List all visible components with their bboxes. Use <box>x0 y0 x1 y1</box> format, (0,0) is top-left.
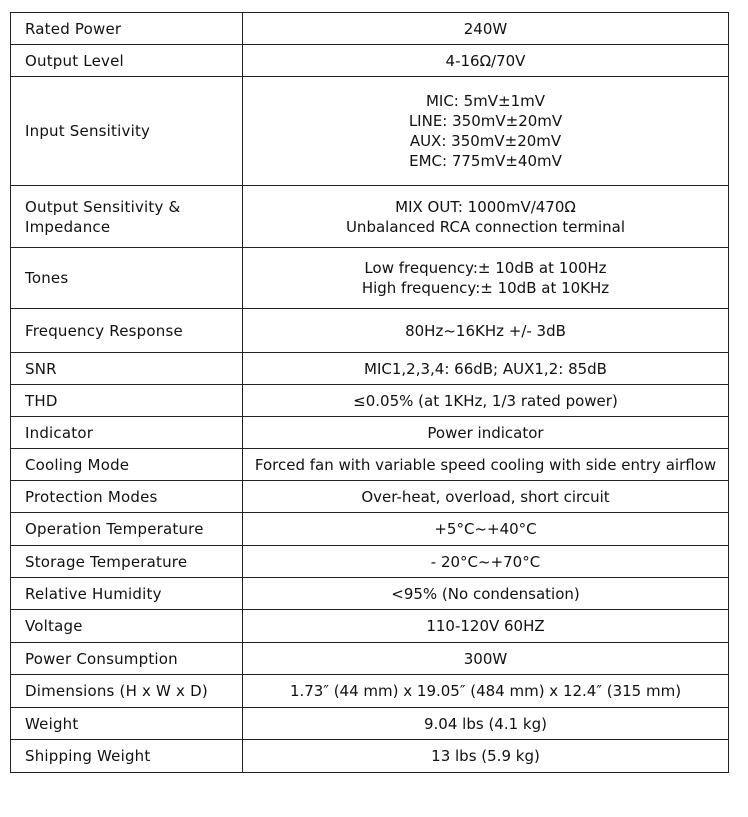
spec-row <box>11 449 729 481</box>
spec-value: Over-heat, overload, short circuit <box>361 487 610 506</box>
spec-row <box>11 546 729 578</box>
spec-label-cell <box>11 309 243 353</box>
spec-value-cell <box>243 77 729 186</box>
spec-table-body <box>11 13 729 773</box>
spec-value: MIC: 5mV±1mV <box>425 92 546 110</box>
spec-value: Low frequency:± 10dB at 100Hz <box>364 259 607 277</box>
spec-value-cell <box>243 513 729 546</box>
spec-row <box>11 513 729 546</box>
spec-label-cell <box>11 13 243 45</box>
spec-row <box>11 578 729 610</box>
spec-value-cell <box>243 675 729 708</box>
spec-label: Tones <box>25 269 69 287</box>
spec-value-cell <box>243 385 729 417</box>
spec-label-cell <box>11 578 243 610</box>
spec-row <box>11 309 729 353</box>
spec-row <box>11 248 729 309</box>
spec-label: Output Sensitivity & <box>25 197 181 216</box>
spec-value-cell <box>243 740 729 773</box>
spec-value-cell <box>243 248 729 309</box>
spec-label-cell <box>11 546 243 578</box>
spec-label-cell <box>11 481 243 513</box>
spec-value-cell <box>243 481 729 513</box>
spec-label: SNR <box>25 359 57 378</box>
spec-value: 300W <box>463 649 508 668</box>
spec-value-cell <box>243 578 729 610</box>
spec-value: 110-120V 60HZ <box>426 617 545 635</box>
spec-row <box>11 45 729 77</box>
spec-row <box>11 675 729 708</box>
spec-label-cell <box>11 675 243 708</box>
spec-value: Forced fan with variable speed cooling with side entry airflow <box>254 455 717 474</box>
spec-label: Storage Temperature <box>25 552 188 571</box>
spec-label: Cooling Mode <box>25 455 130 474</box>
spec-row <box>11 417 729 449</box>
spec-value: 4-16Ω/70V <box>445 51 526 70</box>
spec-value: 240W <box>463 19 508 38</box>
spec-label-cell <box>11 77 243 186</box>
spec-value-cell <box>243 45 729 77</box>
spec-value: - 20°C~+70°C <box>430 552 541 571</box>
spec-label-cell <box>11 248 243 309</box>
spec-value: +5°C~+40°C <box>434 520 537 538</box>
spec-row <box>11 13 729 45</box>
spec-label: Input Sensitivity <box>25 122 151 140</box>
spec-label: Impedance <box>25 217 111 236</box>
spec-label: Dimensions (H x W x D) <box>25 682 208 700</box>
spec-row <box>11 385 729 417</box>
spec-value: High frequency:± 10dB at 10KHz <box>361 279 610 297</box>
spec-label: THD <box>25 391 58 410</box>
spec-label-cell <box>11 513 243 546</box>
spec-row <box>11 740 729 773</box>
spec-label-cell <box>11 740 243 773</box>
spec-label-cell <box>11 353 243 385</box>
spec-label-cell <box>11 186 243 248</box>
spec-value-cell <box>243 353 729 385</box>
spec-value: MIC1,2,3,4: 66dB; AUX1,2: 85dB <box>364 359 607 378</box>
spec-row <box>11 186 729 248</box>
spec-label: Output Level <box>25 51 124 70</box>
spec-value: ≤0.05% (at 1KHz, 1/3 rated power) <box>353 391 618 410</box>
spec-table <box>10 12 729 773</box>
spec-value: <95% (No condensation) <box>391 584 580 603</box>
spec-row <box>11 481 729 513</box>
spec-label-cell <box>11 449 243 481</box>
spec-row <box>11 708 729 740</box>
spec-label: Power Consumption <box>25 649 178 668</box>
spec-label: Indicator <box>25 423 94 442</box>
spec-value-cell <box>243 449 729 481</box>
spec-value: 13 lbs (5.9 kg) <box>431 747 540 765</box>
spec-value-cell <box>243 643 729 675</box>
spec-label: Weight <box>25 714 79 733</box>
spec-value-cell <box>243 708 729 740</box>
spec-value: AUX: 350mV±20mV <box>409 132 562 150</box>
spec-label: Rated Power <box>25 19 122 38</box>
spec-label-cell <box>11 708 243 740</box>
spec-value-cell <box>243 417 729 449</box>
spec-label: Voltage <box>25 617 83 635</box>
spec-label: Frequency Response <box>25 321 183 340</box>
spec-label: Relative Humidity <box>25 584 162 603</box>
spec-label-cell <box>11 385 243 417</box>
spec-value: LINE: 350mV±20mV <box>408 112 563 130</box>
spec-value-cell <box>243 610 729 643</box>
spec-label: Shipping Weight <box>25 747 151 765</box>
spec-value: MIX OUT: 1000mV/470Ω <box>395 197 576 216</box>
spec-value-cell <box>243 13 729 45</box>
spec-value-cell <box>243 186 729 248</box>
spec-value-cell <box>243 309 729 353</box>
spec-value: 9.04 lbs (4.1 kg) <box>424 714 547 733</box>
spec-value: 1.73″ (44 mm) x 19.05″ (484 mm) x 12.4″ (315 mm) <box>289 682 682 700</box>
spec-label-cell <box>11 45 243 77</box>
spec-label-cell <box>11 643 243 675</box>
spec-value: Power indicator <box>427 423 544 442</box>
spec-label: Operation Temperature <box>25 520 204 538</box>
spec-row <box>11 643 729 675</box>
spec-label-cell <box>11 610 243 643</box>
spec-label-cell <box>11 417 243 449</box>
spec-label: Protection Modes <box>25 487 158 506</box>
spec-value: 80Hz~16KHz +/- 3dB <box>405 321 566 340</box>
spec-row <box>11 610 729 643</box>
spec-value: EMC: 775mV±40mV <box>409 152 562 170</box>
spec-value: Unbalanced RCA connection terminal <box>345 217 626 236</box>
spec-row <box>11 77 729 186</box>
spec-row <box>11 353 729 385</box>
spec-value-cell <box>243 546 729 578</box>
